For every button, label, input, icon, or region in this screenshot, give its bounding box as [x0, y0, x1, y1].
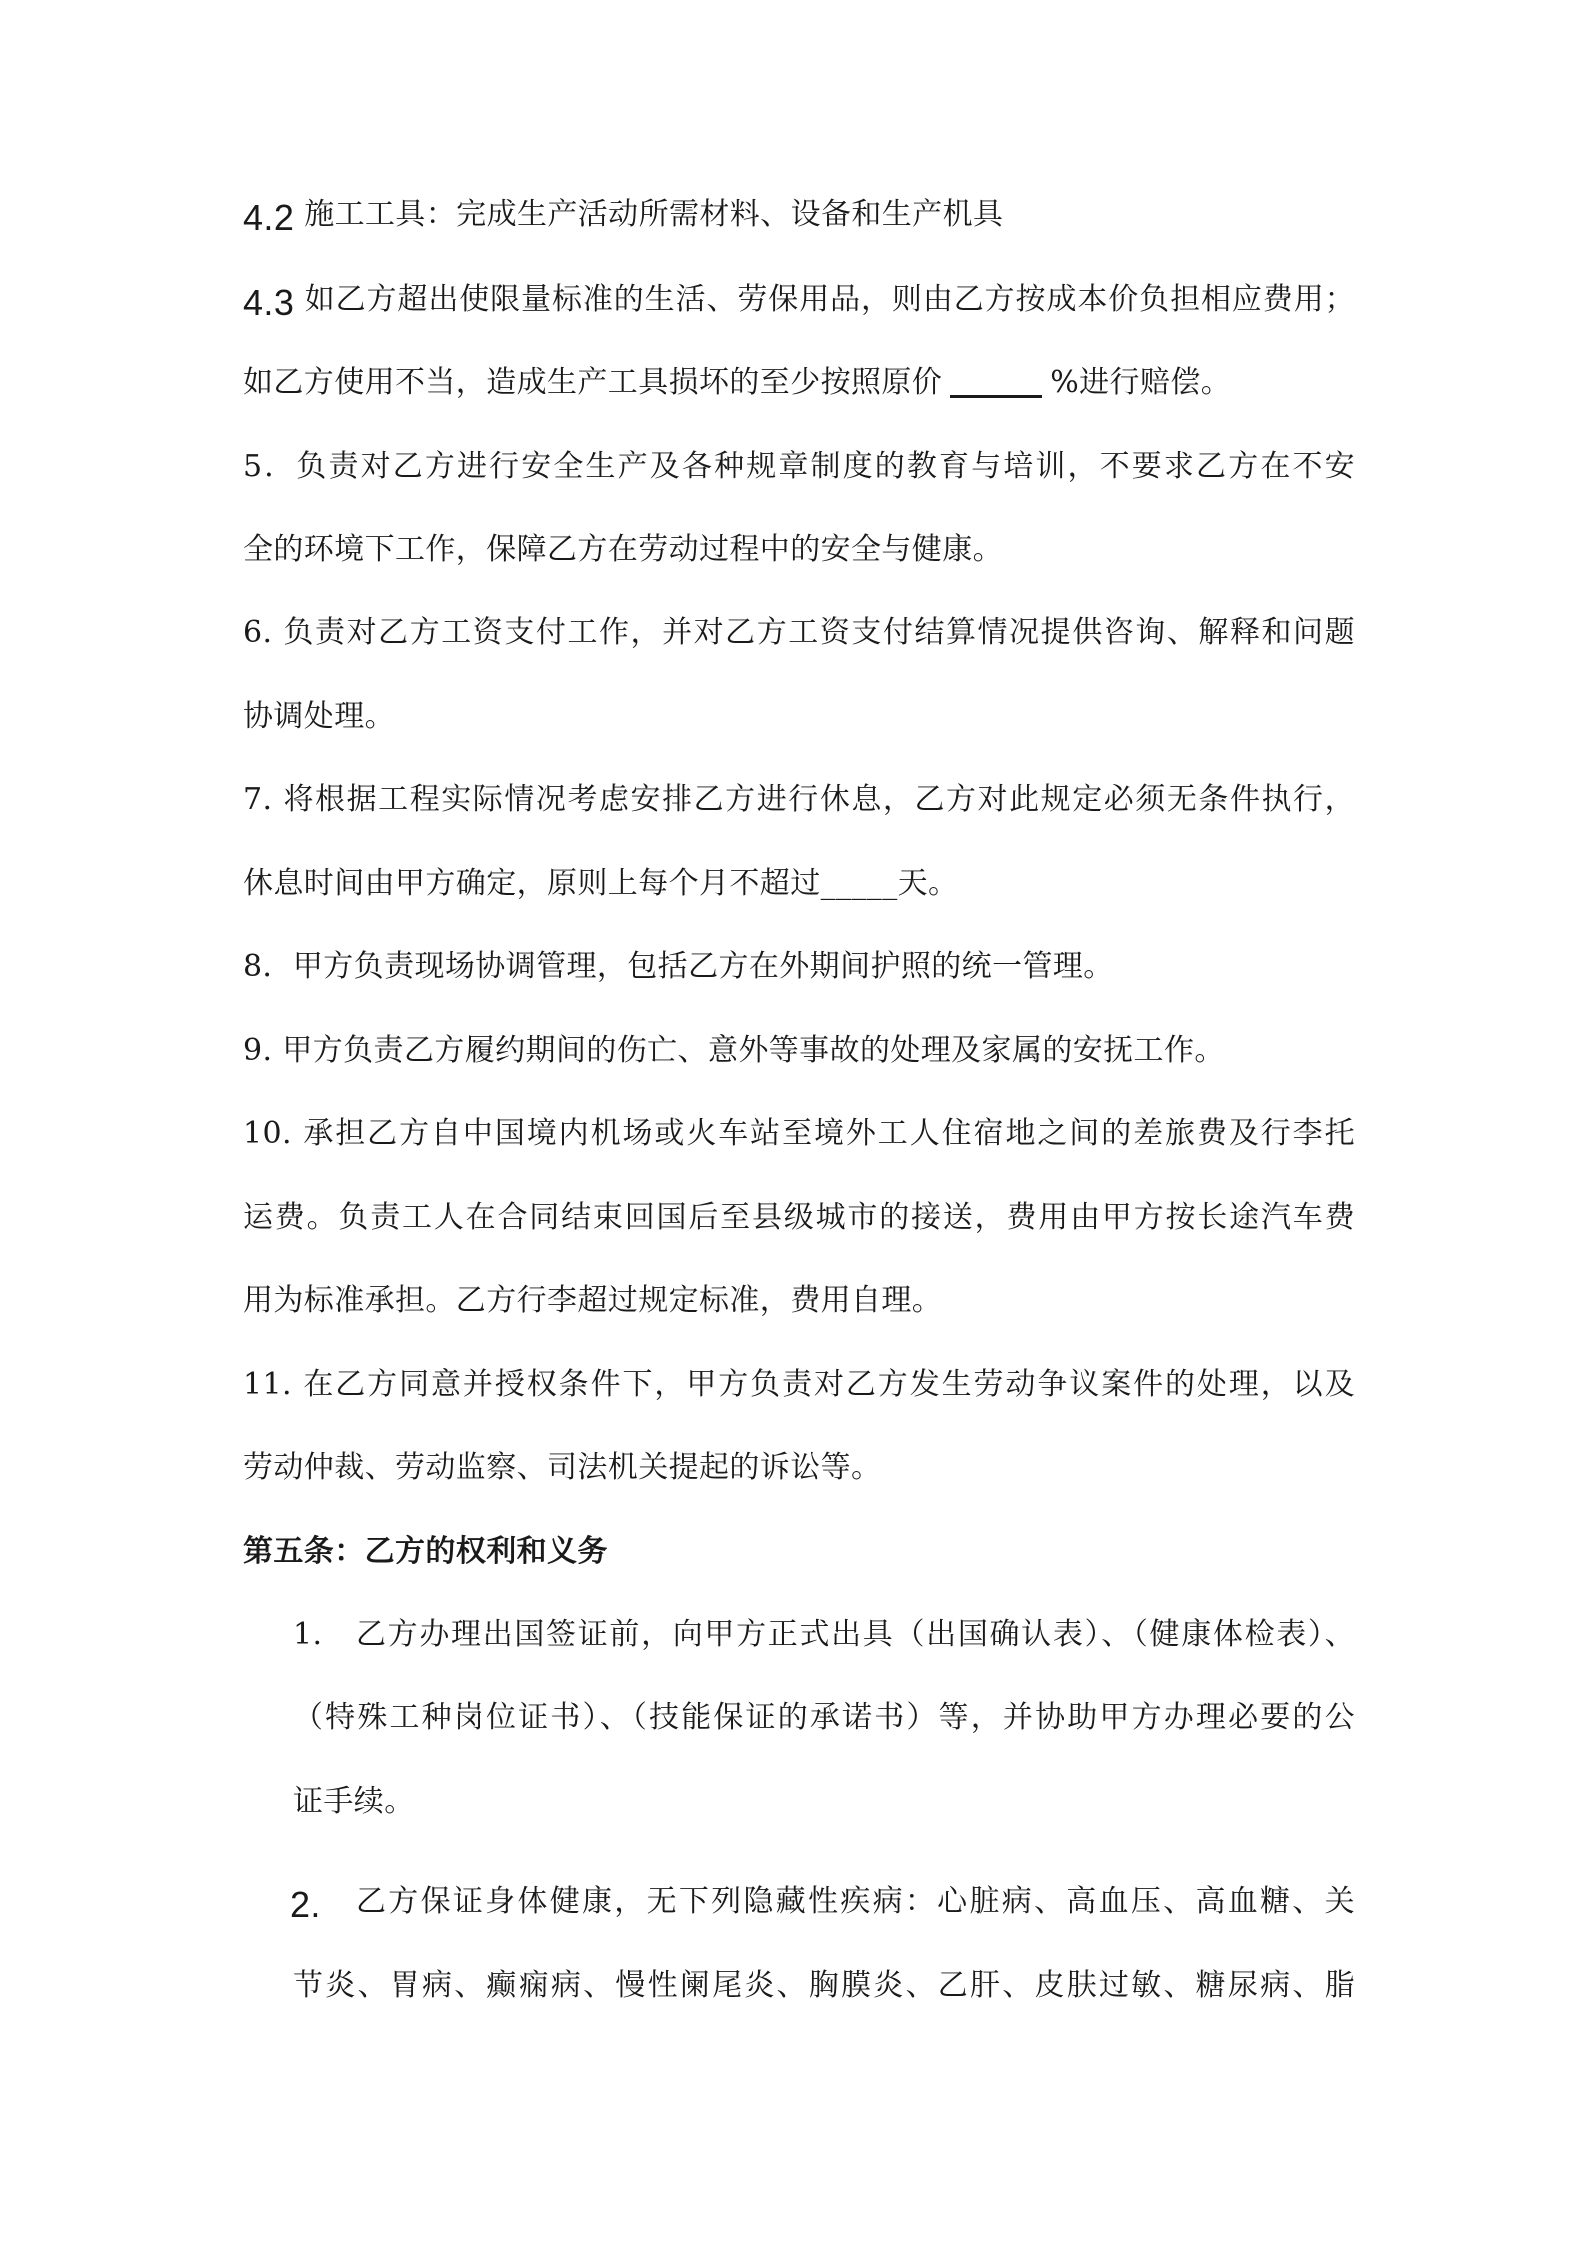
- article-heading: 第五条：乙方的权利和义务: [243, 1534, 608, 1569]
- clause-4-2: [243, 195, 1003, 238]
- clause-10-line3: 用为标准承担。乙方行李超过规定标准，费用自理。: [243, 1283, 943, 1318]
- clause-4-3-line2: [243, 363, 1231, 403]
- clause-6-line1: 6. 负责对乙方工资支付工作，并对乙方工资支付结算情况提供咨询、解释和问题: [243, 615, 1355, 650]
- article-item-2-line1: 乙方保证身体健康，无下列隐藏性疾病：心脏病、高血压、高血糖、关: [356, 1884, 1355, 1919]
- fill-in-blank: [950, 365, 1042, 398]
- clause-6-line2: 协调处理。: [243, 699, 395, 734]
- article-item-1-line1: 乙方办理出国签证前，向甲方正式出具（出国确认表）、（健康体检表）、: [356, 1617, 1355, 1652]
- clause-11-line2: 劳动仲裁、劳动监察、司法机关提起的诉讼等。: [243, 1450, 882, 1485]
- clause-text: 如乙方使用不当，造成生产工具损坏的至少按照原价: [243, 365, 943, 400]
- clause-text: 如乙方超出使限量标准的生活、劳保用品，则由乙方按成本价负担相应费用；: [304, 282, 1355, 317]
- article-item-2-line2: 节炎、胃病、癫痫病、慢性阑尾炎、胸膜炎、乙肝、皮肤过敏、糖尿病、脂: [293, 1968, 1355, 2003]
- clause-text: %进行赔偿。: [1050, 365, 1232, 400]
- article-item-1-line3: 证手续。: [293, 1784, 415, 1819]
- clause-number: 4.2: [243, 197, 295, 238]
- clause-10-line2: 运费。负责工人在合同结束回国后至县级城市的接送，费用由甲方按长途汽车费: [243, 1200, 1355, 1235]
- clause-11-line1: 11. 在乙方同意并授权条件下，甲方负责对乙方发生劳动争议案件的处理，以及: [243, 1367, 1355, 1402]
- clause-7-line1: 7. 将根据工程实际情况考虑安排乙方进行休息，乙方对此规定必须无条件执行，: [243, 782, 1355, 817]
- list-item-number: 2.: [290, 1884, 321, 1925]
- list-item-number: 1.: [293, 1617, 323, 1652]
- clause-number: 4.3: [243, 282, 295, 323]
- clause-7-line2: 休息时间由甲方确定，原则上每个月不超过_____天。: [243, 866, 959, 901]
- clause-10-line1: 10. 承担乙方自中国境内机场或火车站至境外工人住宿地之间的差旅费及行李托: [243, 1116, 1355, 1151]
- clause-4-3-line1: [243, 280, 1355, 323]
- clause-text: 施工工具：完成生产活动所需材料、设备和生产机具: [304, 197, 1004, 232]
- clause-8-line1: 8．甲方负责现场协调管理，包括乙方在外期间护照的统一管理。: [243, 949, 1114, 984]
- clause-5-line1: 5．负责对乙方进行安全生产及各种规章制度的教育与培训，不要求乙方在不安: [243, 449, 1355, 484]
- clause-5-line2: 全的环境下工作，保障乙方在劳动过程中的安全与健康。: [243, 532, 1003, 567]
- clause-9-line1: 9. 甲方负责乙方履约期间的伤亡、意外等事故的处理及家属的安抚工作。: [243, 1033, 1225, 1068]
- article-item-2-number: [290, 1882, 321, 1925]
- article-item-1-line2: （特殊工种岗位证书）、（技能保证的承诺书）等，并协助甲方办理必要的公: [293, 1700, 1355, 1735]
